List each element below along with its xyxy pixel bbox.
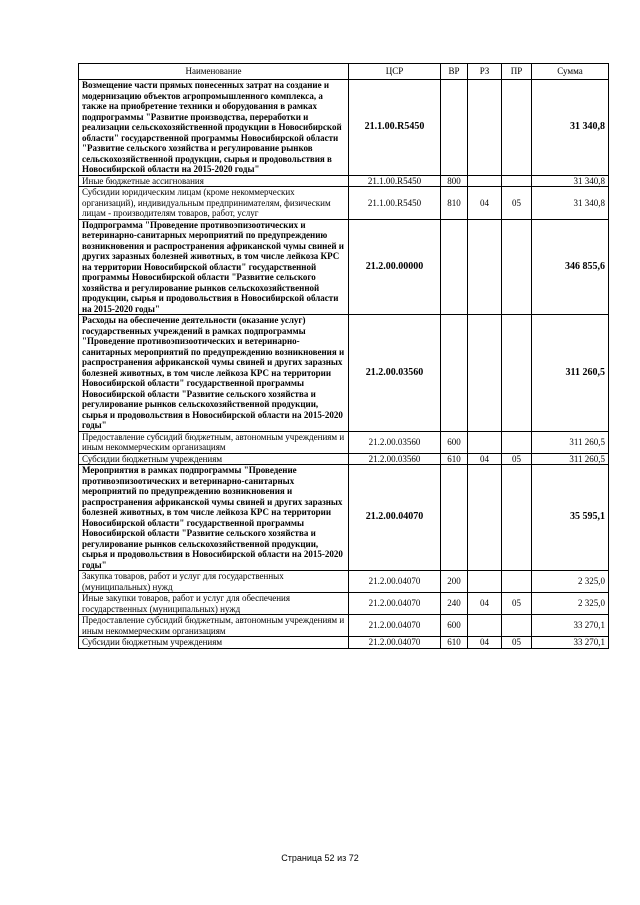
row-vr: 810 — [441, 187, 468, 220]
header-vr: ВР — [441, 64, 468, 80]
table-row — [79, 593, 609, 615]
table-row — [79, 187, 609, 220]
table-row — [79, 80, 609, 176]
row-name: Подпрограмма "Проведение противоэпизоотических и ветеринарно-санитарных мероприятий по предупреждению возникновения и распространения африканской чумы свиней и других заразных болезней животных, в том числе лейкоза КРС на территории Новосибирской области" государственной программы Новосибирской области "Развитие сельского хозяйства и регулирование рынков сельскохозяйственной продукции, сырья и продовольствия в Новосибирской области на 2015-2020 годы" — [79, 219, 349, 315]
row-rz — [468, 175, 502, 187]
row-rz — [468, 80, 502, 176]
row-name: Субсидии бюджетным учреждениям — [79, 453, 349, 465]
header-csr: ЦСР — [349, 64, 441, 80]
row-sum: 31 340,8 — [532, 80, 609, 176]
row-pr — [502, 315, 532, 432]
row-sum: 33 270,1 — [532, 637, 609, 649]
row-pr: 05 — [502, 187, 532, 220]
row-rz — [468, 315, 502, 432]
row-pr: 05 — [502, 637, 532, 649]
row-rz — [468, 219, 502, 315]
row-name: Субсидии юридическим лицам (кроме некоммерческих организаций), индивидуальным предпринимателям, физическим лицам - производителям товаров, работ, услуг — [79, 187, 349, 220]
row-vr: 600 — [441, 431, 468, 453]
header-name: Наименование — [79, 64, 349, 80]
row-sum: 2 325,0 — [532, 571, 609, 593]
page-number: Страница 52 из 72 — [281, 853, 359, 863]
row-rz — [468, 465, 502, 571]
row-rz: 04 — [468, 593, 502, 615]
row-name: Предоставление субсидий бюджетным, автономным учреждениям и иным некоммерческим организациям — [79, 615, 349, 637]
table-row — [79, 615, 609, 637]
table-row — [79, 315, 609, 432]
table-header-row — [79, 64, 609, 80]
row-csr: 21.1.00.R5450 — [349, 175, 441, 187]
row-sum: 311 260,5 — [532, 431, 609, 453]
header-rz: РЗ — [468, 64, 502, 80]
row-pr — [502, 615, 532, 637]
row-vr — [441, 465, 468, 571]
row-pr: 05 — [502, 453, 532, 465]
row-rz — [468, 571, 502, 593]
row-name: Предоставление субсидий бюджетным, автономным учреждениям и иным некоммерческим организациям — [79, 431, 349, 453]
row-rz: 04 — [468, 637, 502, 649]
table-row — [79, 453, 609, 465]
row-sum: 33 270,1 — [532, 615, 609, 637]
row-pr — [502, 571, 532, 593]
row-vr: 610 — [441, 637, 468, 649]
row-pr — [502, 80, 532, 176]
row-name: Расходы на обеспечение деятельности (оказание услуг) государственных учреждений в рамках подпрограммы "Проведение противоэпизоотических и ветеринарно-санитарных мероприятий по предупреждению возникновения и распространения африканской чумы свиней и других заразных болезней животных, в том числе лейкоза КРС на территории Новосибирской области" государственной программы Новосибирской области "Развитие сельского хозяйства и регулирование рынков сельскохозяйственной продукции, сырья и продовольствия в Новосибирской области на 2015-2020 годы" — [79, 315, 349, 432]
row-sum: 311 260,5 — [532, 453, 609, 465]
table-row — [79, 431, 609, 453]
row-rz — [468, 615, 502, 637]
table-row — [79, 465, 609, 571]
row-csr: 21.1.00.R5450 — [349, 80, 441, 176]
row-name: Иные закупки товаров, работ и услуг для обеспечения государственных (муниципальных) нужд — [79, 593, 349, 615]
row-csr: 21.1.00.R5450 — [349, 187, 441, 220]
row-name: Закупка товаров, работ и услуг для государственных (муниципальных) нужд — [79, 571, 349, 593]
table-row — [79, 219, 609, 315]
row-name: Субсидии бюджетным учреждениям — [79, 637, 349, 649]
row-csr: 21.2.00.04070 — [349, 615, 441, 637]
row-vr — [441, 219, 468, 315]
row-csr: 21.2.00.03560 — [349, 453, 441, 465]
row-rz: 04 — [468, 453, 502, 465]
row-name: Иные бюджетные ассигнования — [79, 175, 349, 187]
header-pr: ПР — [502, 64, 532, 80]
row-rz: 04 — [468, 187, 502, 220]
table-row — [79, 637, 609, 649]
row-pr: 05 — [502, 593, 532, 615]
row-csr: 21.2.00.04070 — [349, 637, 441, 649]
row-pr — [502, 175, 532, 187]
row-pr — [502, 431, 532, 453]
row-vr: 800 — [441, 175, 468, 187]
row-name: Возмещение части прямых понесенных затрат на создание и модернизацию объектов агропромышленного комплекса, а также на приобретение техники и оборудования в рамках подпрограммы "Развитие производства, переработки и реализации сельскохозяйственной продукции в Новосибирской области" государственной программы Новосибирской области "Развитие сельского хозяйства и регулирование рынков сельскохозяйственной продукции, сырья и продовольствия в Новосибирской области на 2015-2020 годы" — [79, 80, 349, 176]
header-sum: Сумма — [532, 64, 609, 80]
row-sum: 35 595,1 — [532, 465, 609, 571]
table-row — [79, 175, 609, 187]
row-csr: 21.2.00.00000 — [349, 219, 441, 315]
row-csr: 21.2.00.03560 — [349, 431, 441, 453]
row-vr: 200 — [441, 571, 468, 593]
row-sum: 346 855,6 — [532, 219, 609, 315]
row-vr — [441, 315, 468, 432]
row-csr: 21.2.00.04070 — [349, 571, 441, 593]
row-sum: 311 260,5 — [532, 315, 609, 432]
row-vr — [441, 80, 468, 176]
row-pr — [502, 465, 532, 571]
row-vr: 240 — [441, 593, 468, 615]
row-vr: 600 — [441, 615, 468, 637]
row-name: Мероприятия в рамках подпрограммы "Проведение противоэпизоотических и ветеринарно-санитарных мероприятий по предупреждению возникновения и распространения африканской чумы свиней и других заразных болезней животных, в том числе лейкоза КРС на территории Новосибирской области" государственной программы Новосибирской области "Развитие сельского хозяйства и регулирование рынков сельскохозяйственной продукции, сырья и продовольствия в Новосибирской области на 2015-2020 годы" — [79, 465, 349, 571]
row-csr: 21.2.00.04070 — [349, 593, 441, 615]
row-pr — [502, 219, 532, 315]
row-sum: 31 340,8 — [532, 187, 609, 220]
table-row — [79, 571, 609, 593]
row-rz — [468, 431, 502, 453]
row-csr: 21.2.00.03560 — [349, 315, 441, 432]
budget-table — [78, 63, 609, 649]
row-sum: 2 325,0 — [532, 593, 609, 615]
row-sum: 31 340,8 — [532, 175, 609, 187]
row-csr: 21.2.00.04070 — [349, 465, 441, 571]
row-vr: 610 — [441, 453, 468, 465]
